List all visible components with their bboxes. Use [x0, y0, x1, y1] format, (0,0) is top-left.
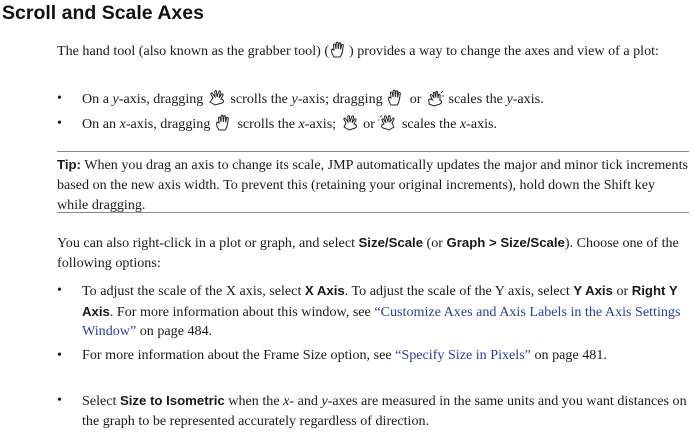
intro-text-before: The hand tool (also known as the grabber tool) ( [57, 43, 330, 59]
y-axis-option: Y Axis [573, 283, 613, 298]
tip-label: Tip: [57, 157, 81, 172]
right-y-axis-option: Right Y Axis [82, 283, 678, 319]
hand-scale-horizontal-icon [340, 114, 360, 132]
section-heading: Scroll and Scale Axes [2, 2, 204, 24]
intro-paragraph [57, 41, 689, 61]
list-item: • On a y-axis, dragging scrolls the y-axis; dragging or scales the y-axis. [57, 89, 687, 114]
tip-text: When you drag an axis to change its scale, JMP automatically updates the major and minor tick increments based on the new axis width. To prevent this (retaining your original increments), hold down the Shift key while dragging. [57, 157, 688, 213]
list-item: • On an x-axis, dragging scrolls the x-axis; or scales the x-axis. [57, 114, 687, 139]
list-item: • To adjust the scale of the X axis, select X Axis. To adjust the scale of the Y axis, select Y Axis or Right Y Axis. For more information about this window, see “Customize Axes and Axis Labels in the Axis Settings Window” on page 484. [57, 281, 689, 346]
axis-settings-link[interactable]: “Customize Axes and Axis Labels in the Axis Settings Window” [82, 303, 681, 340]
list-item: • Select Size to Isometric when the x- and y-axes are measured in the same units and you want distances on the graph to be represented accurately regardless of direction. [57, 391, 689, 431]
hand-scale-horizontal-alt-icon [378, 114, 398, 132]
rightclick-paragraph: You can also right-click in a plot or graph, and select Size/Scale (or Graph > Size/Scale). Choose one of the following options: [57, 235, 679, 271]
tip-box [57, 151, 689, 213]
hand-scroll-vertical-icon [207, 89, 227, 107]
list-item: • For more information about the Frame Size option, see “Specify Size in Pixels” on page 481. [57, 346, 689, 391]
hand-scale-vertical-alt-icon [425, 89, 445, 107]
hand-scale-vertical-icon [386, 89, 406, 107]
specify-size-link[interactable]: “Specify Size in Pixels” [395, 347, 531, 363]
x-axis-option: X Axis [304, 283, 345, 298]
hand-scroll-horizontal-icon [214, 114, 234, 132]
grabber-hand-icon [329, 41, 349, 59]
hand-tool-bullets [57, 89, 687, 139]
size-to-isometric-option: Size to Isometric [119, 393, 225, 408]
size-scale-options-list [57, 281, 689, 431]
intro-text-after: ) provides a way to change the axes and view of a plot: [349, 43, 659, 59]
graph-size-scale-menu-label: Graph > Size/Scale [446, 235, 565, 250]
size-scale-menu-label: Size/Scale [358, 235, 424, 250]
